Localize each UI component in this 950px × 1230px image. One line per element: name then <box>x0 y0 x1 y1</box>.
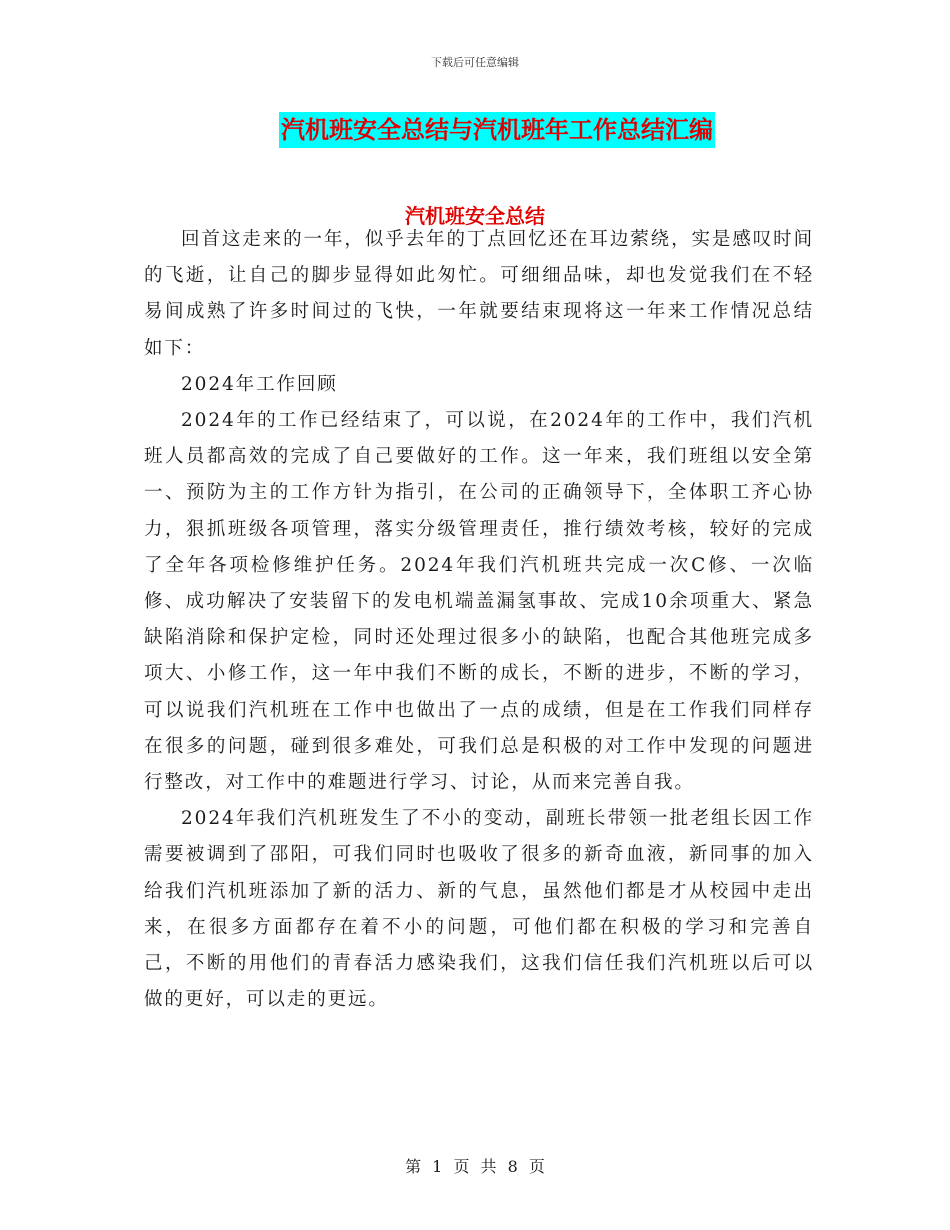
main-title: 汽机班安全总结与汽机班年工作总结汇编 <box>279 112 715 148</box>
main-title-wrap <box>0 112 950 148</box>
paragraph-changes: 2024年我们汽机班发生了不小的变动，副班长带领一批老组长因工作需要被调到了邵阳，可我们同时也吸收了很多的新奇血液，新同事的加入给我们汽机班添加了新的活力、新的气息，虽然他们都是才从校园中走出来，在很多方面都存在着不小的问题，可他们都在积极的学习和完善自己，不断的用他们的青春活力感染我们，这我们信任我们汽机班以后可以做的更好，可以走的更远。 <box>144 808 814 1011</box>
paragraph-review: 2024年的工作已经结束了，可以说，在2024年的工作中，我们汽机班人员都高效的完成了自己要做好的工作。这一年来，我们班组以安全第一、预防为主的工作方针为指引，在公司的正确领导下，全体职工齐心协力，狠抓班级各项管理，落实分级管理责任，推行绩效考核，较好的完成了全年各项检修维护任务。2024年我们汽机班共完成一次C修、一次临修、成功解决了安装留下的发电机端盖漏氢事故、完成10余项重大、紧急缺陷消除和保护定检，同时还处理过很多小的缺陷，也配合其他班完成多项大、小修工作，这一年中我们不断的成长，不断的进步，不断的学习，可以说我们汽机班在工作中也做出了一点的成绩，但是在工作我们同样存在很多的问题，碰到很多难处，可我们总是积极的对工作中发现的问题进行整改，对工作中的难题进行学习、讨论，从而来完善自我。 <box>144 410 814 794</box>
section-title: 汽机班安全总结 <box>405 204 545 228</box>
paragraph-review-heading: 2024年工作回顾 <box>181 373 338 395</box>
page-footer: 第 1 页 共 8 页 <box>405 1157 545 1176</box>
document-body <box>144 222 814 1018</box>
paragraph-intro: 回首这走来的一年，似乎去年的丁点回忆还在耳边萦绕，实是感叹时间的飞逝，让自己的脚步显得如此匆忙。可细细品味，却也发觉我们在不轻易间成熟了许多时间过的飞快，一年就要结束现将这一年来工作情况总结如下： <box>144 229 814 359</box>
header-note: 下载后可任意编辑 <box>431 56 519 69</box>
